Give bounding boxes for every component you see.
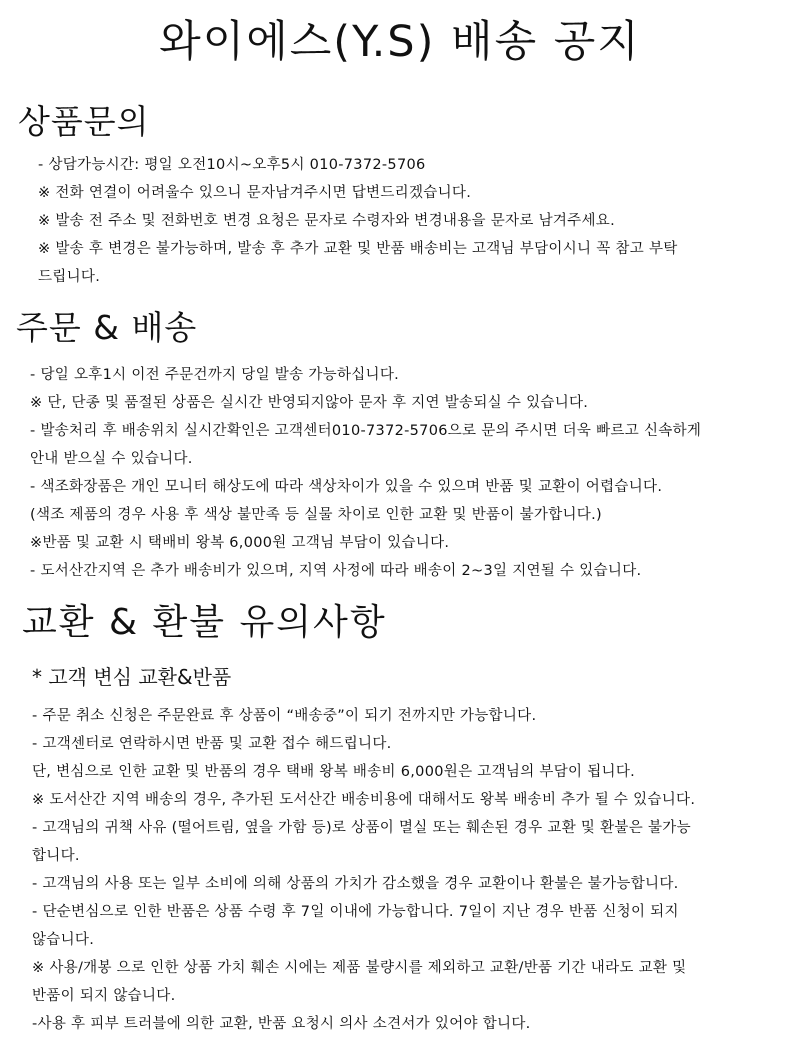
exchange-subheading: * 고객 변심 교환&반품 [32, 665, 232, 689]
exchange-line: - 고객센터로 연락하시면 반품 및 교환 접수 해드립니다. [32, 736, 392, 752]
inquiry-line: 드립니다. [38, 269, 101, 285]
exchange-line: 단, 변심으로 인한 교환 및 반품의 경우 택배 왕복 배송비 6,000원은 고객님의 부담이 됩니다. [32, 764, 636, 780]
exchange-line: -사용 후 피부 트러블에 의한 교환, 반품 요청시 의사 소견서가 있어야 합니다. [32, 1016, 531, 1032]
exchange-heading: 교환 & 환불 유의사항 [22, 602, 387, 643]
order-line: - 도서산간지역 은 추가 배송비가 있으며, 지역 사정에 따라 배송이 2~3일 지연될 수 있습니다. [30, 563, 642, 579]
exchange-line: - 고객님의 사용 또는 일부 소비에 의해 상품의 가치가 감소했을 경우 교환이나 환불은 불가능합니다. [32, 876, 679, 892]
exchange-line: 않습니다. [32, 932, 95, 948]
exchange-line: ※ 도서산간 지역 배송의 경우, 추가된 도서산간 배송비용에 대해서도 왕복 배송비 추가 될 수 있습니다. [32, 792, 696, 808]
inquiry-line: - 상담가능시간: 평일 오전10시~오후5시 010-7372-5706 [38, 157, 426, 173]
exchange-line: ※ 사용/개봉 으로 인한 상품 가치 훼손 시에는 제품 불량시를 제외하고 교환/반품 기간 내라도 교환 및 [32, 960, 687, 976]
order-line: - 색조화장품은 개인 모니터 해상도에 따라 색상차이가 있을 수 있으며 반품 및 교환이 어렵습니다. [30, 479, 663, 495]
order-line: ※반품 및 교환 시 택배비 왕복 6,000원 고객님 부담이 있습니다. [30, 535, 450, 551]
exchange-line: 합니다. [32, 848, 80, 864]
inquiry-line: ※ 전화 연결이 어려울수 있으니 문자남겨주시면 답변드리겠습니다. [38, 185, 472, 201]
order-heading: 주문 & 배송 [16, 308, 198, 347]
exchange-line: - 주문 취소 신청은 주문완료 후 상품이 “배송중”이 되기 전까지만 가능합니다. [32, 708, 537, 724]
exchange-line: - 고객님의 귀책 사유 (떨어트림, 옆을 가함 등)로 상품이 멸실 또는 훼손된 경우 교환 및 환불은 불가능 [32, 820, 691, 836]
order-line: (색조 제품의 경우 사용 후 색상 불만족 등 실물 차이로 인한 교환 및 반품이 불가합니다.) [30, 507, 602, 523]
order-line: - 발송처리 후 배송위치 실시간확인은 고객센터010-7372-5706으로 문의 주시면 더욱 빠르고 신속하게 [30, 423, 702, 439]
page-title: 와이에스(Y.S) 배송 공지 [159, 17, 641, 67]
order-line: 안내 받으실 수 있습니다. [30, 451, 193, 467]
exchange-line: 반품이 되지 않습니다. [32, 988, 176, 1004]
inquiry-line: ※ 발송 후 변경은 불가능하며, 발송 후 추가 교환 및 반품 배송비는 고객님 부담이시니 꼭 참고 부탁 [38, 241, 678, 257]
inquiry-line: ※ 발송 전 주소 및 전화번호 변경 요청은 문자로 수령자와 변경내용을 문자로 남겨주세요. [38, 213, 616, 229]
order-line: - 당일 오후1시 이전 주문건까지 당일 발송 가능하십니다. [30, 367, 400, 383]
inquiry-heading: 상품문의 [18, 102, 150, 141]
order-line: ※ 단, 단종 및 품절된 상품은 실시간 반영되지않아 문자 후 지연 발송되실 수 있습니다. [30, 395, 589, 411]
exchange-line: - 단순변심으로 인한 반품은 상품 수령 후 7일 이내에 가능합니다. 7일이 지난 경우 반품 신청이 되지 [32, 904, 679, 920]
